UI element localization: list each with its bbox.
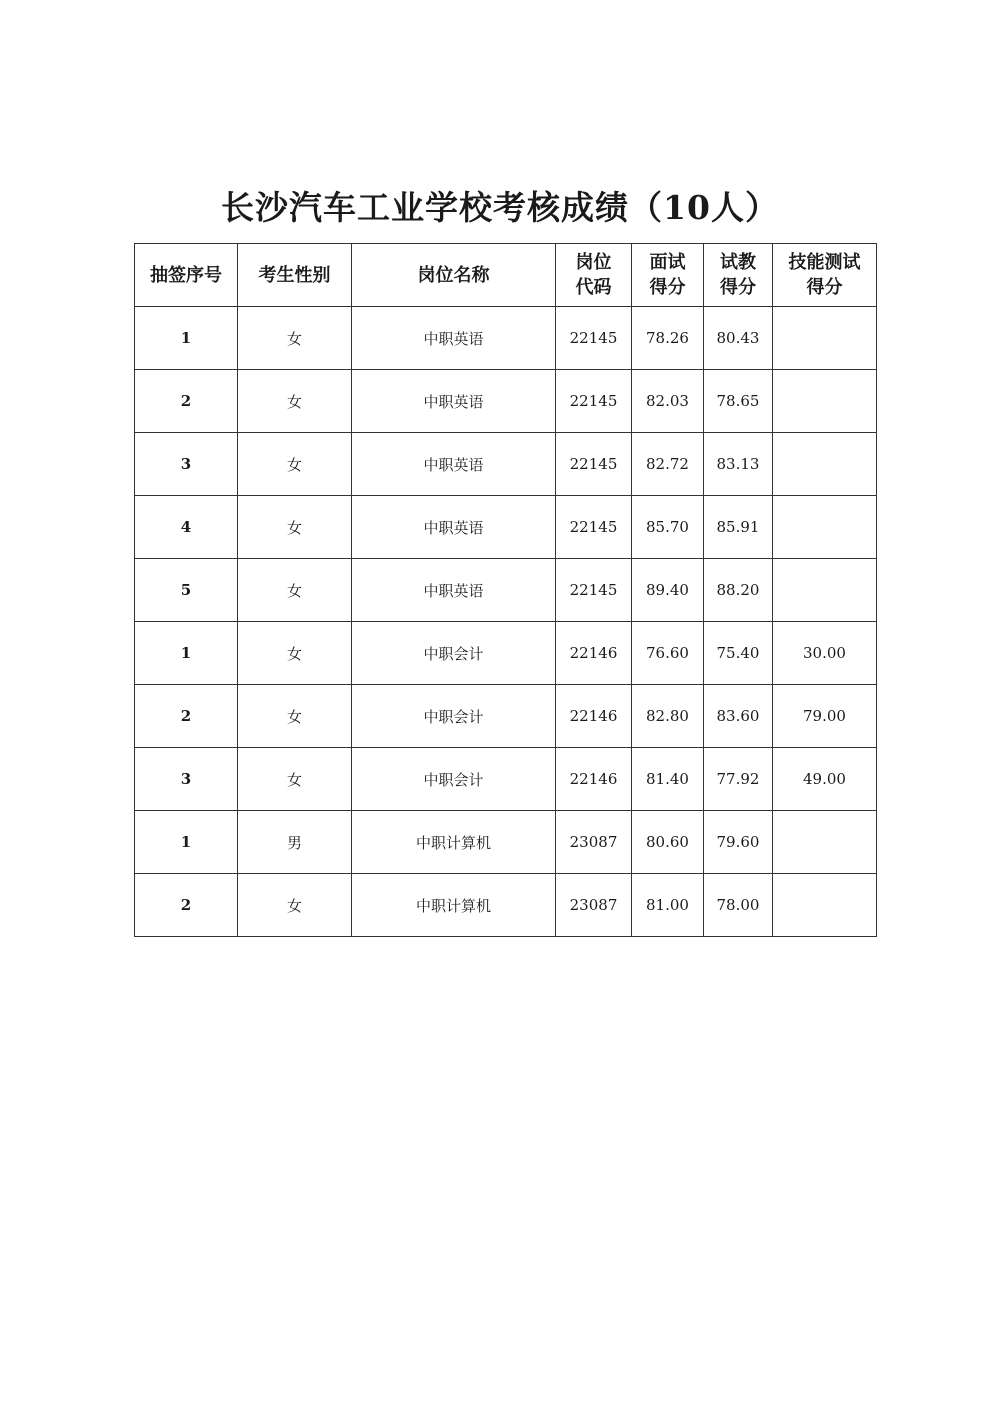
cell-skill-score: 49.00 xyxy=(773,748,877,811)
cell-skill-score xyxy=(773,433,877,496)
header-interview-score: 面试 得分 xyxy=(632,244,704,307)
cell-teaching-score: 88.20 xyxy=(704,559,773,622)
cell-teaching-score: 78.00 xyxy=(704,874,773,937)
cell-gender: 女 xyxy=(238,622,352,685)
cell-post-code: 22145 xyxy=(556,559,632,622)
cell-draw-number: 3 xyxy=(135,748,238,811)
table-header xyxy=(135,244,877,307)
cell-skill-score xyxy=(773,559,877,622)
cell-draw-number: 2 xyxy=(135,874,238,937)
cell-skill-score xyxy=(773,307,877,370)
cell-post-code: 22145 xyxy=(556,433,632,496)
table-row xyxy=(135,748,877,811)
cell-interview-score: 89.40 xyxy=(632,559,704,622)
score-table xyxy=(134,243,877,937)
cell-teaching-score: 79.60 xyxy=(704,811,773,874)
cell-gender: 男 xyxy=(238,811,352,874)
cell-teaching-score: 85.91 xyxy=(704,496,773,559)
table-row xyxy=(135,496,877,559)
table-row xyxy=(135,370,877,433)
cell-gender: 女 xyxy=(238,307,352,370)
cell-post-name: 中职英语 xyxy=(352,559,556,622)
page-title: 长沙汽车工业学校考核成绩（10人） xyxy=(221,188,779,227)
cell-interview-score: 82.03 xyxy=(632,370,704,433)
cell-teaching-score: 77.92 xyxy=(704,748,773,811)
table-row xyxy=(135,433,877,496)
cell-interview-score: 81.40 xyxy=(632,748,704,811)
cell-interview-score: 82.72 xyxy=(632,433,704,496)
table-row xyxy=(135,811,877,874)
cell-post-code: 23087 xyxy=(556,874,632,937)
header-skill-score: 技能测试 得分 xyxy=(773,244,877,307)
cell-post-code: 22145 xyxy=(556,370,632,433)
cell-draw-number: 2 xyxy=(135,370,238,433)
header-row xyxy=(135,244,877,307)
cell-draw-number: 4 xyxy=(135,496,238,559)
header-teaching-score: 试教 得分 xyxy=(704,244,773,307)
cell-post-name: 中职英语 xyxy=(352,307,556,370)
cell-skill-score: 79.00 xyxy=(773,685,877,748)
cell-gender: 女 xyxy=(238,685,352,748)
cell-post-name: 中职英语 xyxy=(352,433,556,496)
cell-gender: 女 xyxy=(238,559,352,622)
cell-post-code: 22146 xyxy=(556,622,632,685)
table-row xyxy=(135,685,877,748)
cell-draw-number: 5 xyxy=(135,559,238,622)
cell-draw-number: 1 xyxy=(135,811,238,874)
cell-teaching-score: 78.65 xyxy=(704,370,773,433)
cell-draw-number: 1 xyxy=(135,307,238,370)
header-draw-number: 抽签序号 xyxy=(135,244,238,307)
header-post-name: 岗位名称 xyxy=(352,244,556,307)
cell-skill-score: 30.00 xyxy=(773,622,877,685)
table-body xyxy=(135,307,877,937)
cell-gender: 女 xyxy=(238,496,352,559)
cell-gender: 女 xyxy=(238,874,352,937)
cell-post-code: 23087 xyxy=(556,811,632,874)
cell-gender: 女 xyxy=(238,748,352,811)
cell-post-name: 中职会计 xyxy=(352,748,556,811)
cell-skill-score xyxy=(773,874,877,937)
cell-teaching-score: 80.43 xyxy=(704,307,773,370)
cell-draw-number: 1 xyxy=(135,622,238,685)
cell-interview-score: 78.26 xyxy=(632,307,704,370)
cell-post-name: 中职计算机 xyxy=(352,811,556,874)
cell-interview-score: 82.80 xyxy=(632,685,704,748)
cell-skill-score xyxy=(773,811,877,874)
table-row xyxy=(135,307,877,370)
table-row xyxy=(135,874,877,937)
cell-teaching-score: 75.40 xyxy=(704,622,773,685)
header-post-code: 岗位 代码 xyxy=(556,244,632,307)
cell-post-name: 中职会计 xyxy=(352,685,556,748)
cell-interview-score: 80.60 xyxy=(632,811,704,874)
cell-skill-score xyxy=(773,370,877,433)
cell-draw-number: 3 xyxy=(135,433,238,496)
table-row xyxy=(135,559,877,622)
cell-post-code: 22146 xyxy=(556,748,632,811)
cell-gender: 女 xyxy=(238,433,352,496)
cell-post-code: 22146 xyxy=(556,685,632,748)
cell-post-name: 中职英语 xyxy=(352,496,556,559)
cell-interview-score: 85.70 xyxy=(632,496,704,559)
cell-teaching-score: 83.60 xyxy=(704,685,773,748)
cell-interview-score: 81.00 xyxy=(632,874,704,937)
table-row xyxy=(135,622,877,685)
cell-interview-score: 76.60 xyxy=(632,622,704,685)
cell-skill-score xyxy=(773,496,877,559)
cell-post-name: 中职计算机 xyxy=(352,874,556,937)
cell-post-code: 22145 xyxy=(556,307,632,370)
cell-post-code: 22145 xyxy=(556,496,632,559)
header-gender: 考生性别 xyxy=(238,244,352,307)
cell-gender: 女 xyxy=(238,370,352,433)
cell-draw-number: 2 xyxy=(135,685,238,748)
cell-teaching-score: 83.13 xyxy=(704,433,773,496)
cell-post-name: 中职会计 xyxy=(352,622,556,685)
cell-post-name: 中职英语 xyxy=(352,370,556,433)
